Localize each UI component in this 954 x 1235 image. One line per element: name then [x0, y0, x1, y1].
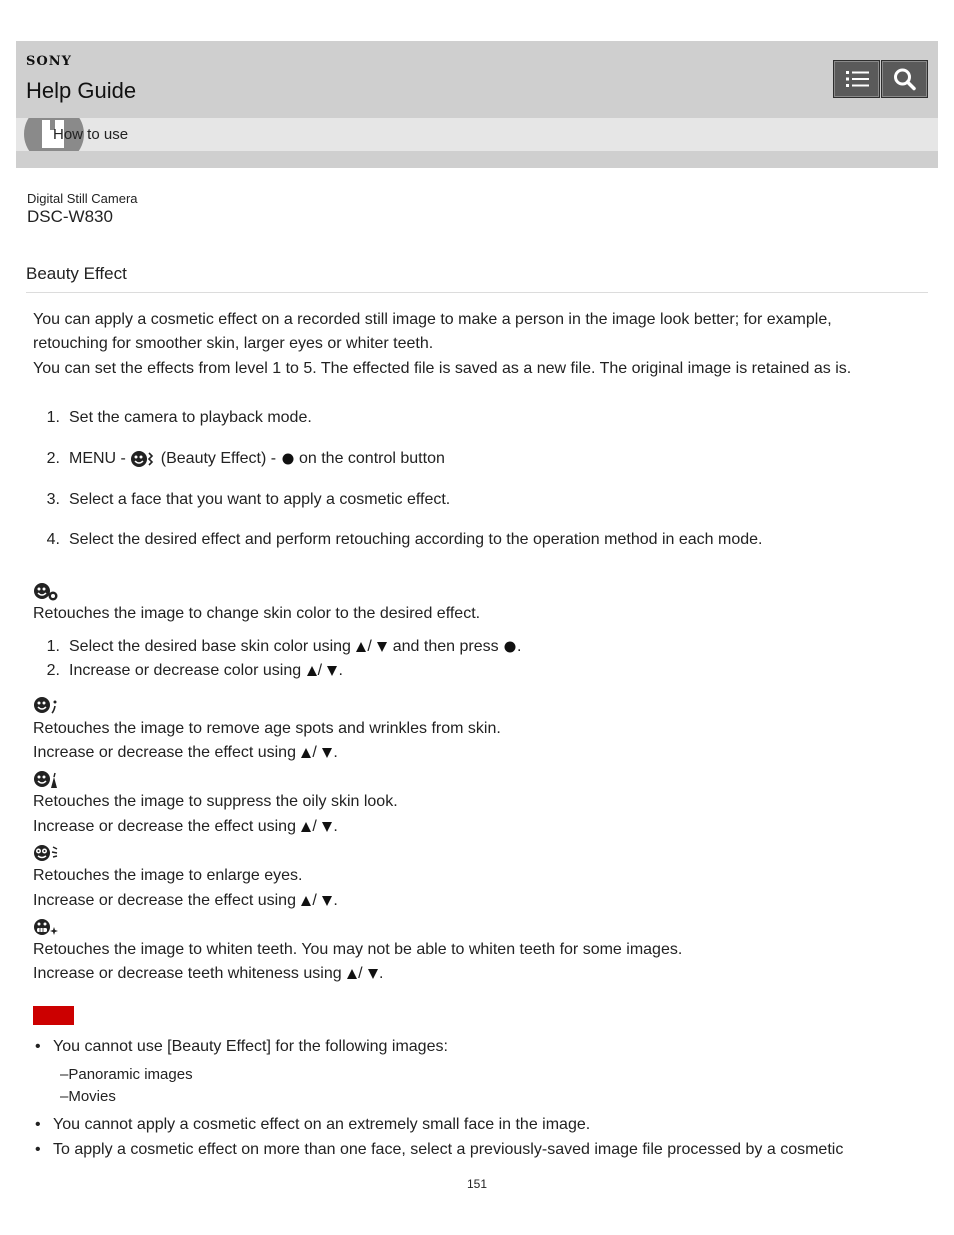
- teeth-whitening-control: Increase or decrease teeth whiteness using / .: [33, 965, 384, 982]
- help-guide-title[interactable]: Help Guide: [26, 78, 137, 103]
- note-sub-item: –Panoramic images: [60, 1066, 193, 1083]
- sub-step-text: Select the desired base skin color using / and then press .: [69, 638, 522, 655]
- teeth-whitening-icon: [33, 917, 59, 939]
- beauty-effect-icon: [130, 449, 156, 469]
- sub-step-number: 1.: [46, 638, 60, 655]
- search-icon: [893, 68, 918, 92]
- note-item: You cannot apply a cosmetic effect on an extremely small face in the image.: [53, 1116, 591, 1133]
- title-divider: [26, 292, 928, 293]
- intro-line-3: You can set the effects from level 1 to 5. The effected file is saved as a new file. The original image is retained as is.: [33, 360, 852, 377]
- shine-removal-desc: Retouches the image to suppress the oily skin look.: [33, 793, 398, 810]
- shine-removal-icon: [33, 769, 59, 791]
- dash: –: [60, 1088, 69, 1105]
- header: [16, 41, 938, 168]
- down-arrow-icon: [376, 641, 388, 653]
- sub-step-number: 2.: [46, 662, 60, 679]
- step-number: 1.: [46, 409, 60, 426]
- up-arrow-icon: [306, 665, 318, 677]
- step-text: Select a face that you want to apply a cosmetic effect.: [69, 491, 451, 508]
- center-button-icon: [503, 640, 517, 654]
- bullet-dot: •: [35, 1116, 41, 1133]
- step-text: Select the desired effect and perform retouching according to the operation method in each mode.: [69, 531, 763, 548]
- up-arrow-icon: [300, 747, 312, 759]
- step-text-post: on the control button: [294, 450, 445, 467]
- step-text-mid: (Beauty Effect) -: [156, 450, 281, 467]
- step-number: 4.: [46, 531, 60, 548]
- center-button-icon: [281, 452, 295, 466]
- note-sub-item: –Movies: [60, 1088, 116, 1105]
- page-number: 151: [466, 1177, 488, 1191]
- up-arrow-icon: [346, 968, 358, 980]
- eye-enlarge-desc: Retouches the image to enlarge eyes.: [33, 867, 303, 884]
- note-item: You cannot use [Beauty Effect] for the following images:: [53, 1038, 448, 1055]
- how-to-use-bar[interactable]: [16, 118, 938, 151]
- sub-step-text: Increase or decrease color using / .: [69, 662, 343, 679]
- up-arrow-icon: [355, 641, 367, 653]
- step-number: 2.: [46, 450, 60, 467]
- skin-tone-desc: Retouches the image to change skin color to the desired effect.: [33, 605, 481, 622]
- teeth-whitening-desc: Retouches the image to whiten teeth. You may not be able to whiten teeth for some images.: [33, 941, 683, 958]
- skin-smoothing-control: Increase or decrease the effect using / .: [33, 744, 338, 761]
- bullet-dot: •: [35, 1141, 41, 1158]
- skin-tone-icon: [33, 581, 59, 603]
- bullet-dot: •: [35, 1038, 41, 1055]
- intro-line-2: retouching for smoother skin, larger eyes or whiter teeth.: [33, 335, 434, 352]
- down-arrow-icon: [321, 747, 333, 759]
- list-icon: [845, 68, 870, 90]
- up-arrow-icon: [300, 821, 312, 833]
- down-arrow-icon: [321, 895, 333, 907]
- dash: –: [60, 1066, 69, 1083]
- skin-smoothing-desc: Retouches the image to remove age spots and wrinkles from skin.: [33, 720, 501, 737]
- down-arrow-icon: [321, 821, 333, 833]
- shine-removal-control: Increase or decrease the effect using / .: [33, 818, 338, 835]
- intro-line-1: You can apply a cosmetic effect on a recorded still image to make a person in the image look better; for example,: [33, 311, 832, 328]
- search-button[interactable]: [881, 60, 928, 98]
- step-text: [69, 447, 445, 471]
- skin-smoothing-icon: [33, 695, 59, 717]
- step-number: 3.: [46, 491, 60, 508]
- up-arrow-icon: [300, 895, 312, 907]
- product-category: Digital Still Camera: [27, 191, 138, 206]
- how-to-use-label: How to use: [53, 126, 129, 143]
- product-model: DSC-W830: [27, 207, 113, 226]
- down-arrow-icon: [367, 968, 379, 980]
- page-title: Beauty Effect: [26, 264, 127, 283]
- step-text: Set the camera to playback mode.: [69, 409, 312, 426]
- sony-logo: SONY: [26, 54, 72, 69]
- down-arrow-icon: [326, 665, 338, 677]
- toc-button[interactable]: [833, 60, 880, 98]
- eye-enlarge-icon: [33, 843, 59, 865]
- note-item: To apply a cosmetic effect on more than one face, select a previously-saved image file processed by a cosmetic: [53, 1141, 844, 1158]
- note-marker: [33, 1006, 74, 1025]
- step-text-menu: MENU -: [69, 450, 131, 467]
- eye-enlarge-control: Increase or decrease the effect using / .: [33, 892, 338, 909]
